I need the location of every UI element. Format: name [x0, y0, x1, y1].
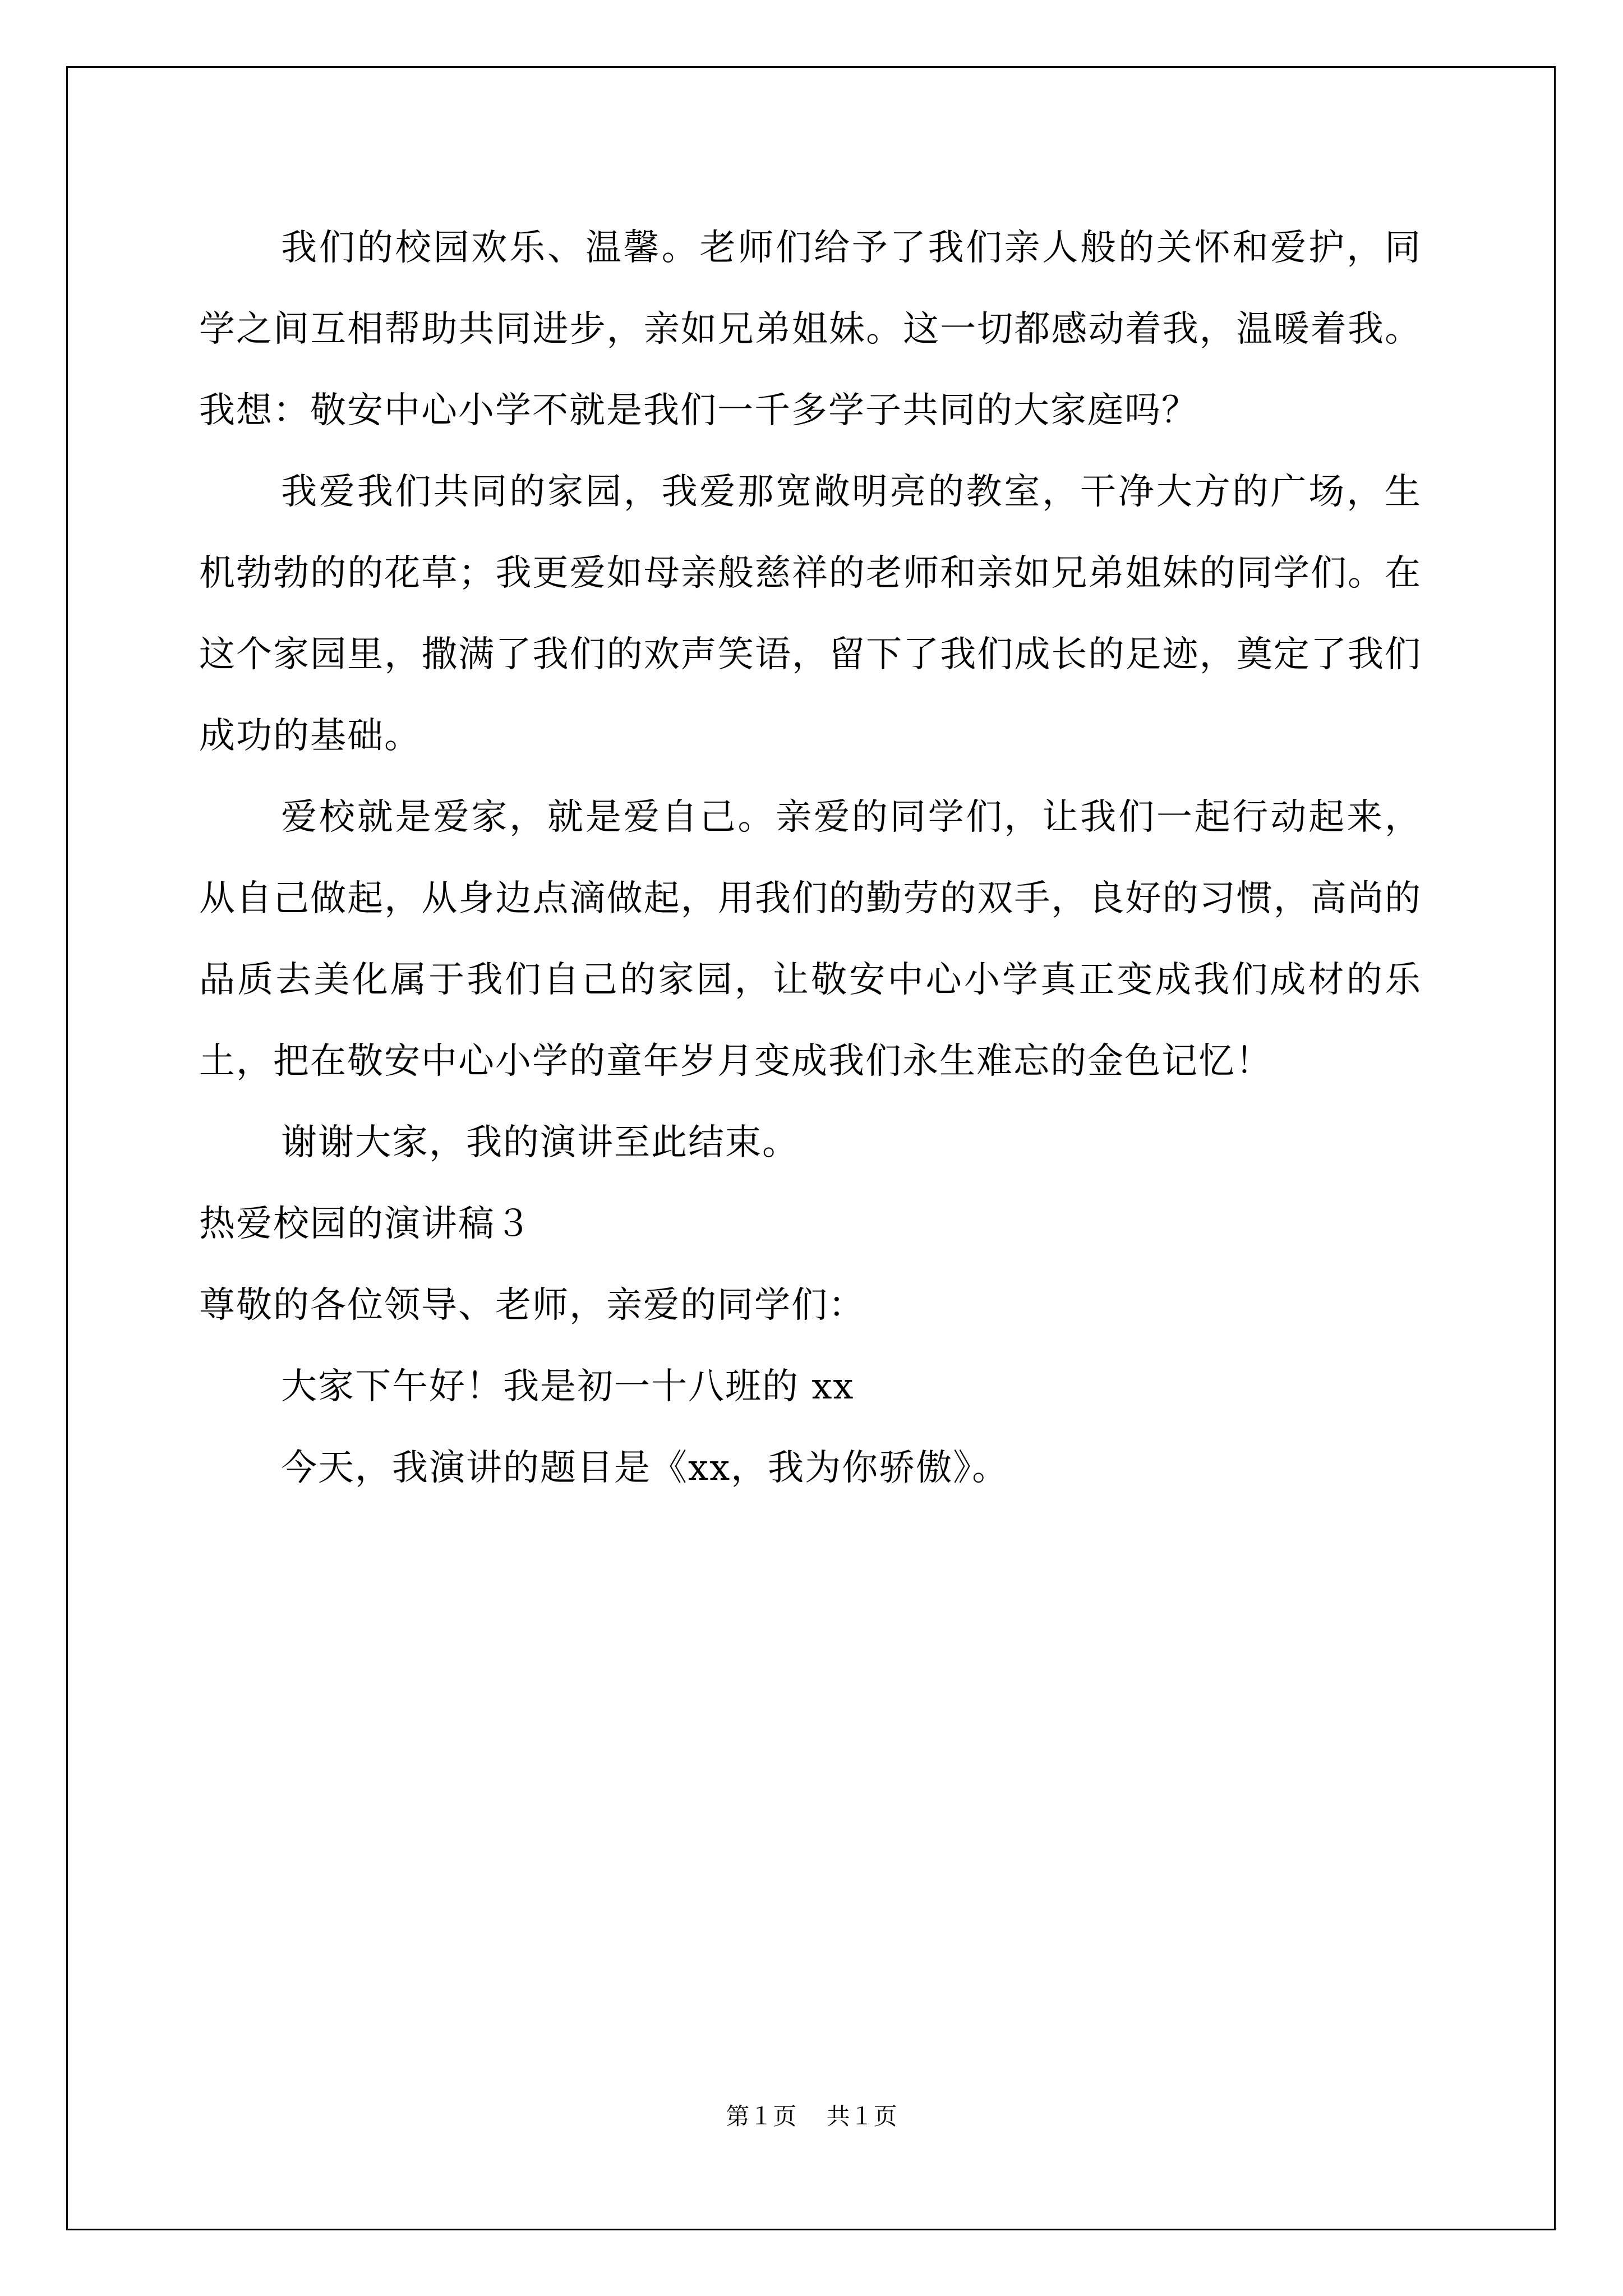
section-title: 热爱校园的演讲稿３: [199, 1203, 532, 1245]
page-total: 共１页: [826, 2102, 897, 2130]
paragraph: 今天，我演讲的题目是《xx，我为你骄傲》。: [281, 1447, 1009, 1489]
paragraph: 我爱我们共同的家园，我爱那宽敞明亮的教室，干净大方的广场，生机勃勃的的花草；我更爱如母亲般慈祥的老师和亲如兄弟姐妹的同学们。在这个家园里，撒满了我们的欢声笑语，留下了我们成长的足迹，奠定了我们成功的基础。: [199, 471, 1422, 757]
paragraph: 谢谢大家，我的演讲至此结束。: [281, 1122, 799, 1163]
salutation: 尊敬的各位领导、老师，亲爱的同学们：: [199, 1285, 865, 1326]
paragraph: 我们的校园欢乐、温馨。老师们给予了我们亲人般的关怀和爱护，同学之间互相帮助共同进步，亲如兄弟姐妹。这一切都感动着我，温暖着我。我想：敬安中心小学不就是我们一千多学子共同的大家庭吗？: [199, 227, 1422, 431]
document-body: [199, 208, 1422, 1509]
paragraph: 大家下午好！我是初一十八班的 xx: [281, 1366, 855, 1407]
page-footer: [0, 2098, 1623, 2132]
paragraph: 爱校就是爱家，就是爱自己。亲爱的同学们，让我们一起行动起来，从自己做起，从身边点滴做起，用我们的勤劳的双手，良好的习惯，高尚的品质去美化属于我们自己的家园，让敬安中心小学真正变成我们成材的乐土，把在敬安中心小学的童年岁月变成我们永生难忘的金色记忆！: [199, 797, 1422, 1082]
page-number: 第１页: [726, 2102, 797, 2130]
